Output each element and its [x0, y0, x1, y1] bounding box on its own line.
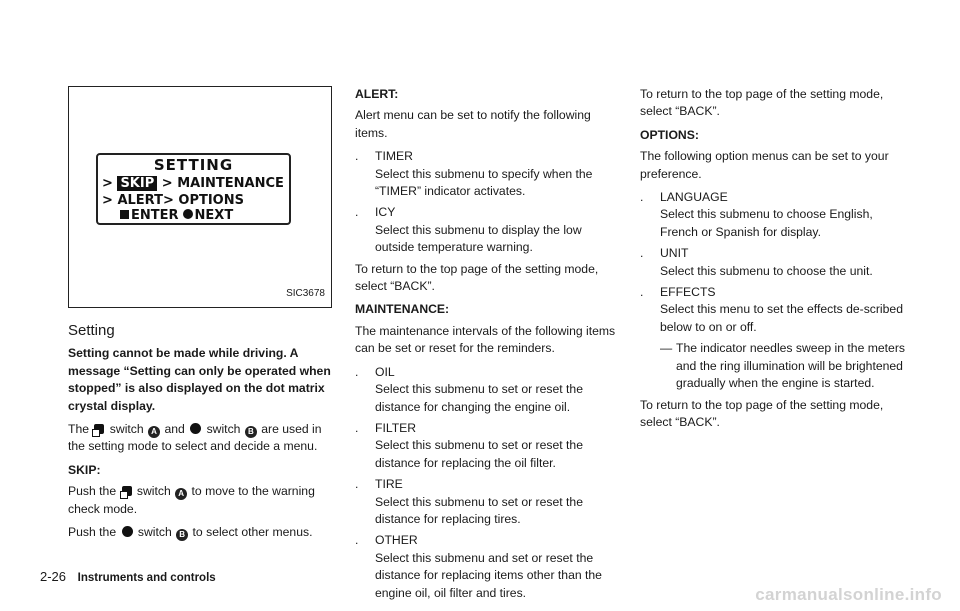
column-left [68, 86, 332, 547]
lcd-maintenance: MAINTENANCE [177, 176, 284, 191]
alert-intro: Alert menu can be set to notify the following items. [355, 108, 591, 140]
round-switch-icon [122, 526, 133, 537]
skip-text: switch [137, 525, 172, 540]
item-desc: Select this menu to set the effects de-scribed below to on or off. [660, 302, 903, 334]
square-switch-icon [122, 486, 132, 496]
skip-line-2 [68, 524, 332, 541]
intro-text: are used in the setting mode to select and decide a menu. [68, 422, 322, 454]
item-desc: Select this submenu to specify when the “TIMER” indicator activates. [375, 166, 593, 199]
column-middle [355, 86, 619, 606]
marker-b-icon: B [176, 529, 188, 541]
item-desc: Select this submenu to set or reset the distance for changing the engine oil. [375, 382, 583, 414]
list-item [640, 189, 910, 206]
alert-back: To return to the top page of the setting mode, select “BACK”. [355, 261, 599, 294]
options-intro: The following option menus can be set to your preference. [640, 149, 889, 181]
item-name: LANGUAGE [660, 190, 728, 205]
lcd-arrow: > [102, 193, 113, 208]
intro-text: and [164, 422, 185, 437]
lcd-enter: ENTER [131, 208, 179, 223]
effects-note-text: The indicator needles sweep in the meters and the ring illumination will be brightened gradually when the engine is started. [676, 341, 905, 391]
item-name: TIMER [375, 149, 413, 164]
item-name: OTHER [375, 533, 418, 548]
bullet: . [640, 285, 644, 300]
bullet: . [355, 149, 359, 164]
figure-label: SIC3678 [286, 287, 325, 299]
bullet: . [640, 246, 644, 261]
round-switch-icon [183, 209, 193, 219]
lcd-options: OPTIONS [178, 193, 244, 208]
effects-note [640, 340, 910, 392]
intro-text: switch [109, 422, 144, 437]
list-item [640, 245, 910, 262]
item-name: OIL [375, 364, 395, 379]
intro-text: The [68, 422, 90, 437]
list-item [355, 532, 619, 549]
back-top: To return to the top page of the setting mode, select “BACK”. [640, 87, 884, 119]
item-name: EFFECTS [660, 285, 716, 300]
lcd-row-nav [120, 207, 233, 224]
item-name: UNIT [660, 246, 689, 261]
bullet: . [355, 205, 359, 220]
watermark[interactable]: carmanualsonline.info [755, 585, 942, 604]
maintenance-intro: The maintenance intervals of the following items can be set or reset for the reminders. [355, 323, 616, 356]
list-item [355, 204, 619, 221]
list-item [355, 148, 619, 165]
marker-a-icon: A [148, 426, 160, 438]
item-name: FILTER [375, 420, 417, 435]
bullet: . [355, 533, 359, 548]
item-desc: Select this submenu and set or reset the distance for replacing items other than the engine oil, oil filter and tires. [375, 550, 602, 600]
section-title: Setting [68, 322, 115, 339]
skip-heading: SKIP: [68, 462, 101, 477]
lcd-skip-selected: SKIP [117, 176, 157, 191]
back-bottom: To return to the top page of the setting mode, select “BACK”. [640, 397, 884, 429]
footer-section: Instruments and controls [77, 572, 216, 584]
item-desc: Select this submenu to display the low outside temperature warning. [375, 222, 582, 255]
maintenance-heading: MAINTENANCE: [355, 302, 450, 317]
skip-text: Push the [68, 525, 117, 540]
lcd-sep: > [161, 176, 173, 191]
skip-text: to select other menus. [192, 525, 313, 540]
intro-paragraph [68, 421, 332, 456]
bullet: . [640, 190, 644, 205]
square-switch-icon [94, 424, 104, 434]
item-name: TIRE [375, 477, 403, 492]
lcd-display [96, 153, 291, 225]
item-desc: Select this submenu to set or reset the distance for replacing tires. [375, 494, 583, 526]
skip-text: switch [136, 484, 171, 499]
item-desc: Select this submenu to set or reset the distance for replacing the oil filter. [375, 438, 583, 470]
marker-b-icon: B [245, 426, 257, 438]
item-desc: Select this submenu to choose English, French or Spanish for display. [660, 207, 873, 239]
skip-text: Push the [68, 484, 117, 499]
page-number: 2-26 [40, 569, 67, 584]
marker-a-icon: A [175, 488, 187, 500]
intro-text: switch [206, 422, 241, 437]
list-item [640, 284, 910, 301]
alert-heading: ALERT: [355, 87, 399, 101]
skip-text: to move to the warning check mode. [68, 484, 315, 516]
bullet: . [355, 477, 359, 492]
bullet: . [355, 364, 359, 379]
round-switch-icon [190, 423, 201, 434]
skip-line-1 [68, 483, 332, 518]
lcd-next: NEXT [194, 208, 234, 223]
item-name: ICY [375, 205, 396, 220]
page-footer [40, 569, 216, 584]
list-item [355, 364, 619, 381]
warning-text: Setting cannot be made while driving. A message “Setting can only be operated when stopped” is also displayed on the dot matrix crystal display. [68, 346, 331, 413]
list-item [355, 420, 619, 437]
bullet: . [355, 420, 359, 435]
lcd-title: SETTING [153, 156, 234, 174]
list-item [355, 476, 619, 493]
options-heading: OPTIONS: [640, 127, 699, 142]
lcd-row-skip [102, 175, 284, 192]
dash: — [660, 341, 673, 356]
lcd-figure [68, 86, 332, 308]
lcd-arrow: > [102, 176, 113, 191]
item-desc: Select this submenu to choose the unit. [660, 263, 873, 278]
lcd-alert: ALERT> [117, 193, 174, 208]
column-right [640, 86, 910, 437]
square-switch-icon [120, 210, 129, 219]
